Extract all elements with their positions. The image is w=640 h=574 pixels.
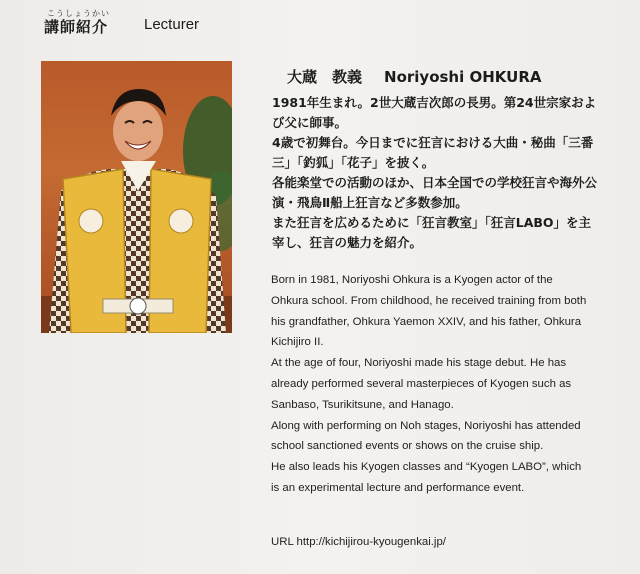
website-url[interactable]: URL http://kichijirou-kyougenkai.jp/ <box>271 536 446 548</box>
bio-japanese <box>272 93 602 253</box>
lecturer-photo <box>41 61 232 333</box>
bio-jp-paragraph: また狂言を広めるために「狂言教室」「狂言LABO」を主宰し、狂言の魅力を紹介。 <box>272 215 592 250</box>
lecturer-name-jp: 大蔵 教義 <box>287 68 363 86</box>
lecturer-name <box>287 66 541 87</box>
bio-jp-paragraph: 各能楽堂での活動のほか、日本全国での学校狂言や海外公演・飛鳥Ⅱ船上狂言など多数参加。 <box>272 175 598 210</box>
section-title-en: Lecturer <box>144 16 200 33</box>
bio-jp-paragraph: 4歳で初舞台。今日までに狂言における大曲・秘曲「三番三」「釣狐」「花子」を披く。 <box>272 135 594 170</box>
lecturer-name-en: Noriyoshi OHKURA <box>384 68 542 86</box>
bio-english <box>271 270 591 499</box>
bio-en-paragraph: At the age of four, Noriyoshi made his stage debut. He has already performed several masterpieces of Kyogen such as Sanbaso, Tsurikitsune, and Hanago. <box>271 357 572 411</box>
bio-en-paragraph: He also leads his Kyogen classes and “Kyogen LABO”, which is an experimental lecture and performance event. <box>271 461 582 494</box>
bio-jp-paragraph: 1981年生まれ。2世大蔵吉次郎の長男。第24世宗家および父に師事。 <box>272 95 597 130</box>
bio-en-paragraph: Along with performing on Noh stages, Noriyoshi has attended school sanctioned events or shows on the cruise ship. <box>271 419 581 453</box>
section-title-jp: 講師紹介 <box>44 18 109 36</box>
section-title-ruby: こうしょうかい <box>47 9 110 18</box>
bio-en-paragraph: Born in 1981, Noriyoshi Ohkura is a Kyogen actor of the Ohkura school. From childhood, he received training from both his grandfather, Ohkura Yaemon XXIV, and his father, Ohkura Kichijiro II. <box>271 274 587 349</box>
